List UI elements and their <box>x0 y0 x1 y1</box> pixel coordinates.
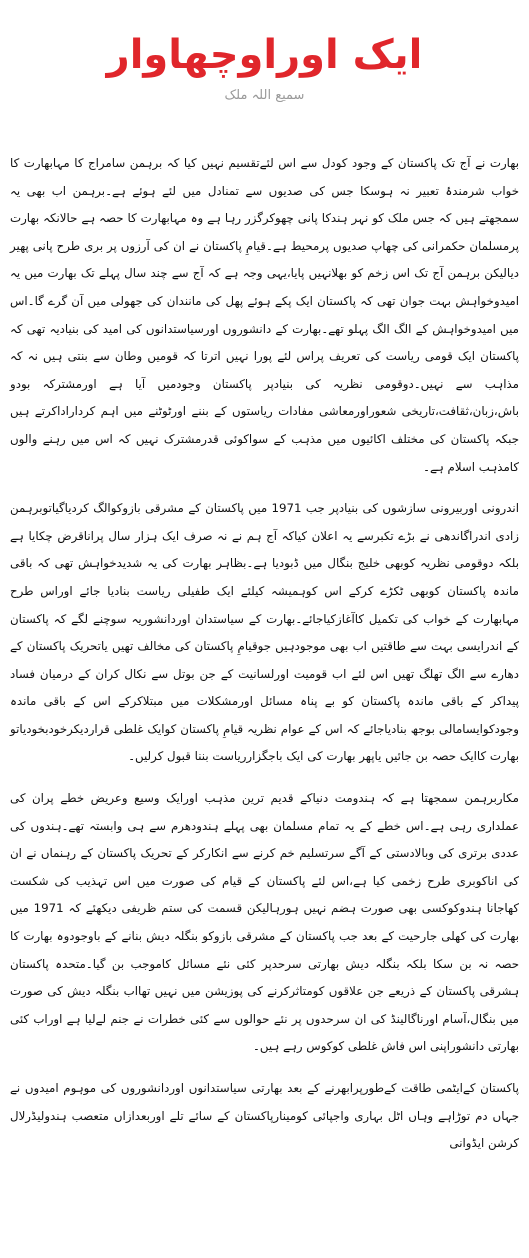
article-paragraph-2: اندرونی اوربیرونی سازشوں کی بنیادپر جب 1971 میں پاکستان کے مشرقی بازوکوالگ کردیاگیاتوبرہمن زادی اندراگاندھی نے بڑے تکبرسے یہ اعلان کیاکہ آج ہم نے نہ صرف ایک ہزار سال پراناقرض چکایا ہے بلکہ دوقومی نظریہ کوبھی خلیج بنگال میں ڈبودیا ہے۔بظاہر بھارت کی یہ شدیدخواہش تھی کہ باقی ماندہ پاکستان کوبھی ٹکڑے کرکے اس کوہمیشہ کیلئے ایک طفیلی ریاست بنادیا جائے اوراس طرح مہابھارت کے خواب کی تکمیل کاآغازکیاجائے۔بھارت کے سیاستدان اوردانشوریہ سوچنے لگے کہ پاکستان کے اندرایسی بہت سے طاقتیں اب بھی موجودہیں جوقیامِ پاکستان کی مخالف تھیں یاتحریک پاکستان کے دھارے سے الگ تھلگ تھیں اس لئے اب قومیت اورلسانیت کے جن بوتل سے نکال کران کے درمیان فساد پیداکر کے باقی ماندہ پاکستان کو بے پناہ مسائل اورمشکلات میں مبتلاکرکے اس کے باقی ماندہ وجودکوایسامالی بوجھ بنادیاجائے کہ اس کے عوام نظریہ قیامِ پاکستان کوایک غلطی قراردیکرخودبخودیاتو بھارت کاایک حصہ بن جائیں یاپھر بھارت کی ایک باجگزارریاست بننا قبول کرلیں۔ <box>10 501 519 764</box>
article-paragraph-3: مکاربرہمن سمجھتا ہے کہ ہندومت دنیاکے قدیم ترین مذہب اورایک وسیع وعریض خطے پران کی عملداری رہی ہے۔اس خطے کے یہ تمام مسلمان بھی پہلے ہندودھرم سے ہی وابستہ تھے۔ہندوں کی عددی برتری کی وبالادستی کے آگے سرتسلیم خم کرنے سے انکارکر کے تحریک پاکستان کے رہنماں نے ان کی اناکوبری طرح زخمی کیا ہے،اس لئے پاکستان کے قیام کی صورت میں اس تہذیب کی شکست کھاجانا ہندوکوکسی بھی صورت ہضم نہیں ہورہالیکن قسمت کی ستم ظریفی دیکھئے کہ 1971 میں بھارت کی کھلی جارحیت کے بعد جب پاکستان کے مشرقی بازوکو بنگلہ دیش بنانے کے باوجودوہ بھارت کا حصہ نہ بن سکا بلکہ بنگلہ دیش بھارتی سرحدپر کئی نئے مسائل کاموجب بن گیا۔متحدہ پاکستان ہشرقی پاکستان کے ذریعے جن علاقوں کومتاثرکرنے کی پوزیشن میں نہیں تھااب بنگلہ دیش کی صورت میں بنگال،آسام اورناگالینڈ کی ان سرحدوں پر نئے حوالوں سے کئی خطرات نے جنم لےلیا ہے اوراب کئی بھارتی دانشوراپنی اس فاش غلطی کوکوس رہے ہیں۔ <box>10 791 520 1054</box>
article-paragraph-4: پاکستان کےایٹمی طاقت کےطورپرابھرنے کے بعد بھارتی سیاستدانوں اوردانشوروں کی موہوم امیدوں نے جہاں دم توڑاہے وہاں اٹل بہاری واجپائی کومینارپاکستان کے سائے تلے اوربعدازاں متعصب ہندولیڈرلال کرشن ایڈوانی <box>10 1081 519 1151</box>
article-body <box>10 150 519 1158</box>
author-byline: سمیع اللہ ملک <box>224 88 305 103</box>
article-paragraph-1: بھارت نے آج تک پاکستان کے وجود کودل سے اس لئےتقسیم نہیں کیا کہ برہمن سامراج کا مہابھارت کا خواب شرمندۂ تعبیر نہ ہوسکا جس کی صدیوں سے تمنادل میں لئے ہوئے ہے۔برہمن اب بھی یہ سمجھتے ہیں کہ جس ملک کو نہر ہندکا پانی چھوکرگزر رہا ہے وہ مہابھارت کا حصہ ہے حالانکہ بھارت پرمسلمان حکمرانی کی چھاپ صدیوں پرمحیط ہے۔قیامِ پاکستان نے ان کی آرزوں پر بری طرح پانی پھیر دیالیکن برہمن آج تک اس زخم کو بھلانہیں پایا،یہی وجہ ہے کہ آج سے چند سال پہلے تک بھارت میں یہ امیدوخواہش بہت جوان تھی کہ پاکستان ایک پکے ہوئے پھل کی مانندان کی جھولی میں آن گرے گا۔اس میں امیدوخواہش کے الگ الگ پہلو تھے۔بھارت کے دانشوروں اورسیاستدانوں کی امید کی بنیادیہ تھی کہ پاکستان ایک قومی ریاست کی تعریف پراس لئے پورا نہیں اترتا کہ قومیں وطان سے بنتی ہیں نہ کہ مذاہب سے نہیں۔دوقومی نظریہ کی بنیادپر پاکستان وجودمیں آیا ہے اورمشترکہ بودو باش،زبان،ثقافت،تاریخی شعوراورمعاشی مفادات ریاستوں کے بننے اورٹوٹنے میں اہم کرداراداکرتے ہیں جبکہ پاکستان کی مختلف اکائیوں میں مذہب کے سواکوئی قدرمشترک نہیں کہ اس میں رہنے والوں کامذہب اسلام ہے۔ <box>10 156 519 474</box>
article-title: ایک اوراوچھاوار <box>106 32 423 78</box>
